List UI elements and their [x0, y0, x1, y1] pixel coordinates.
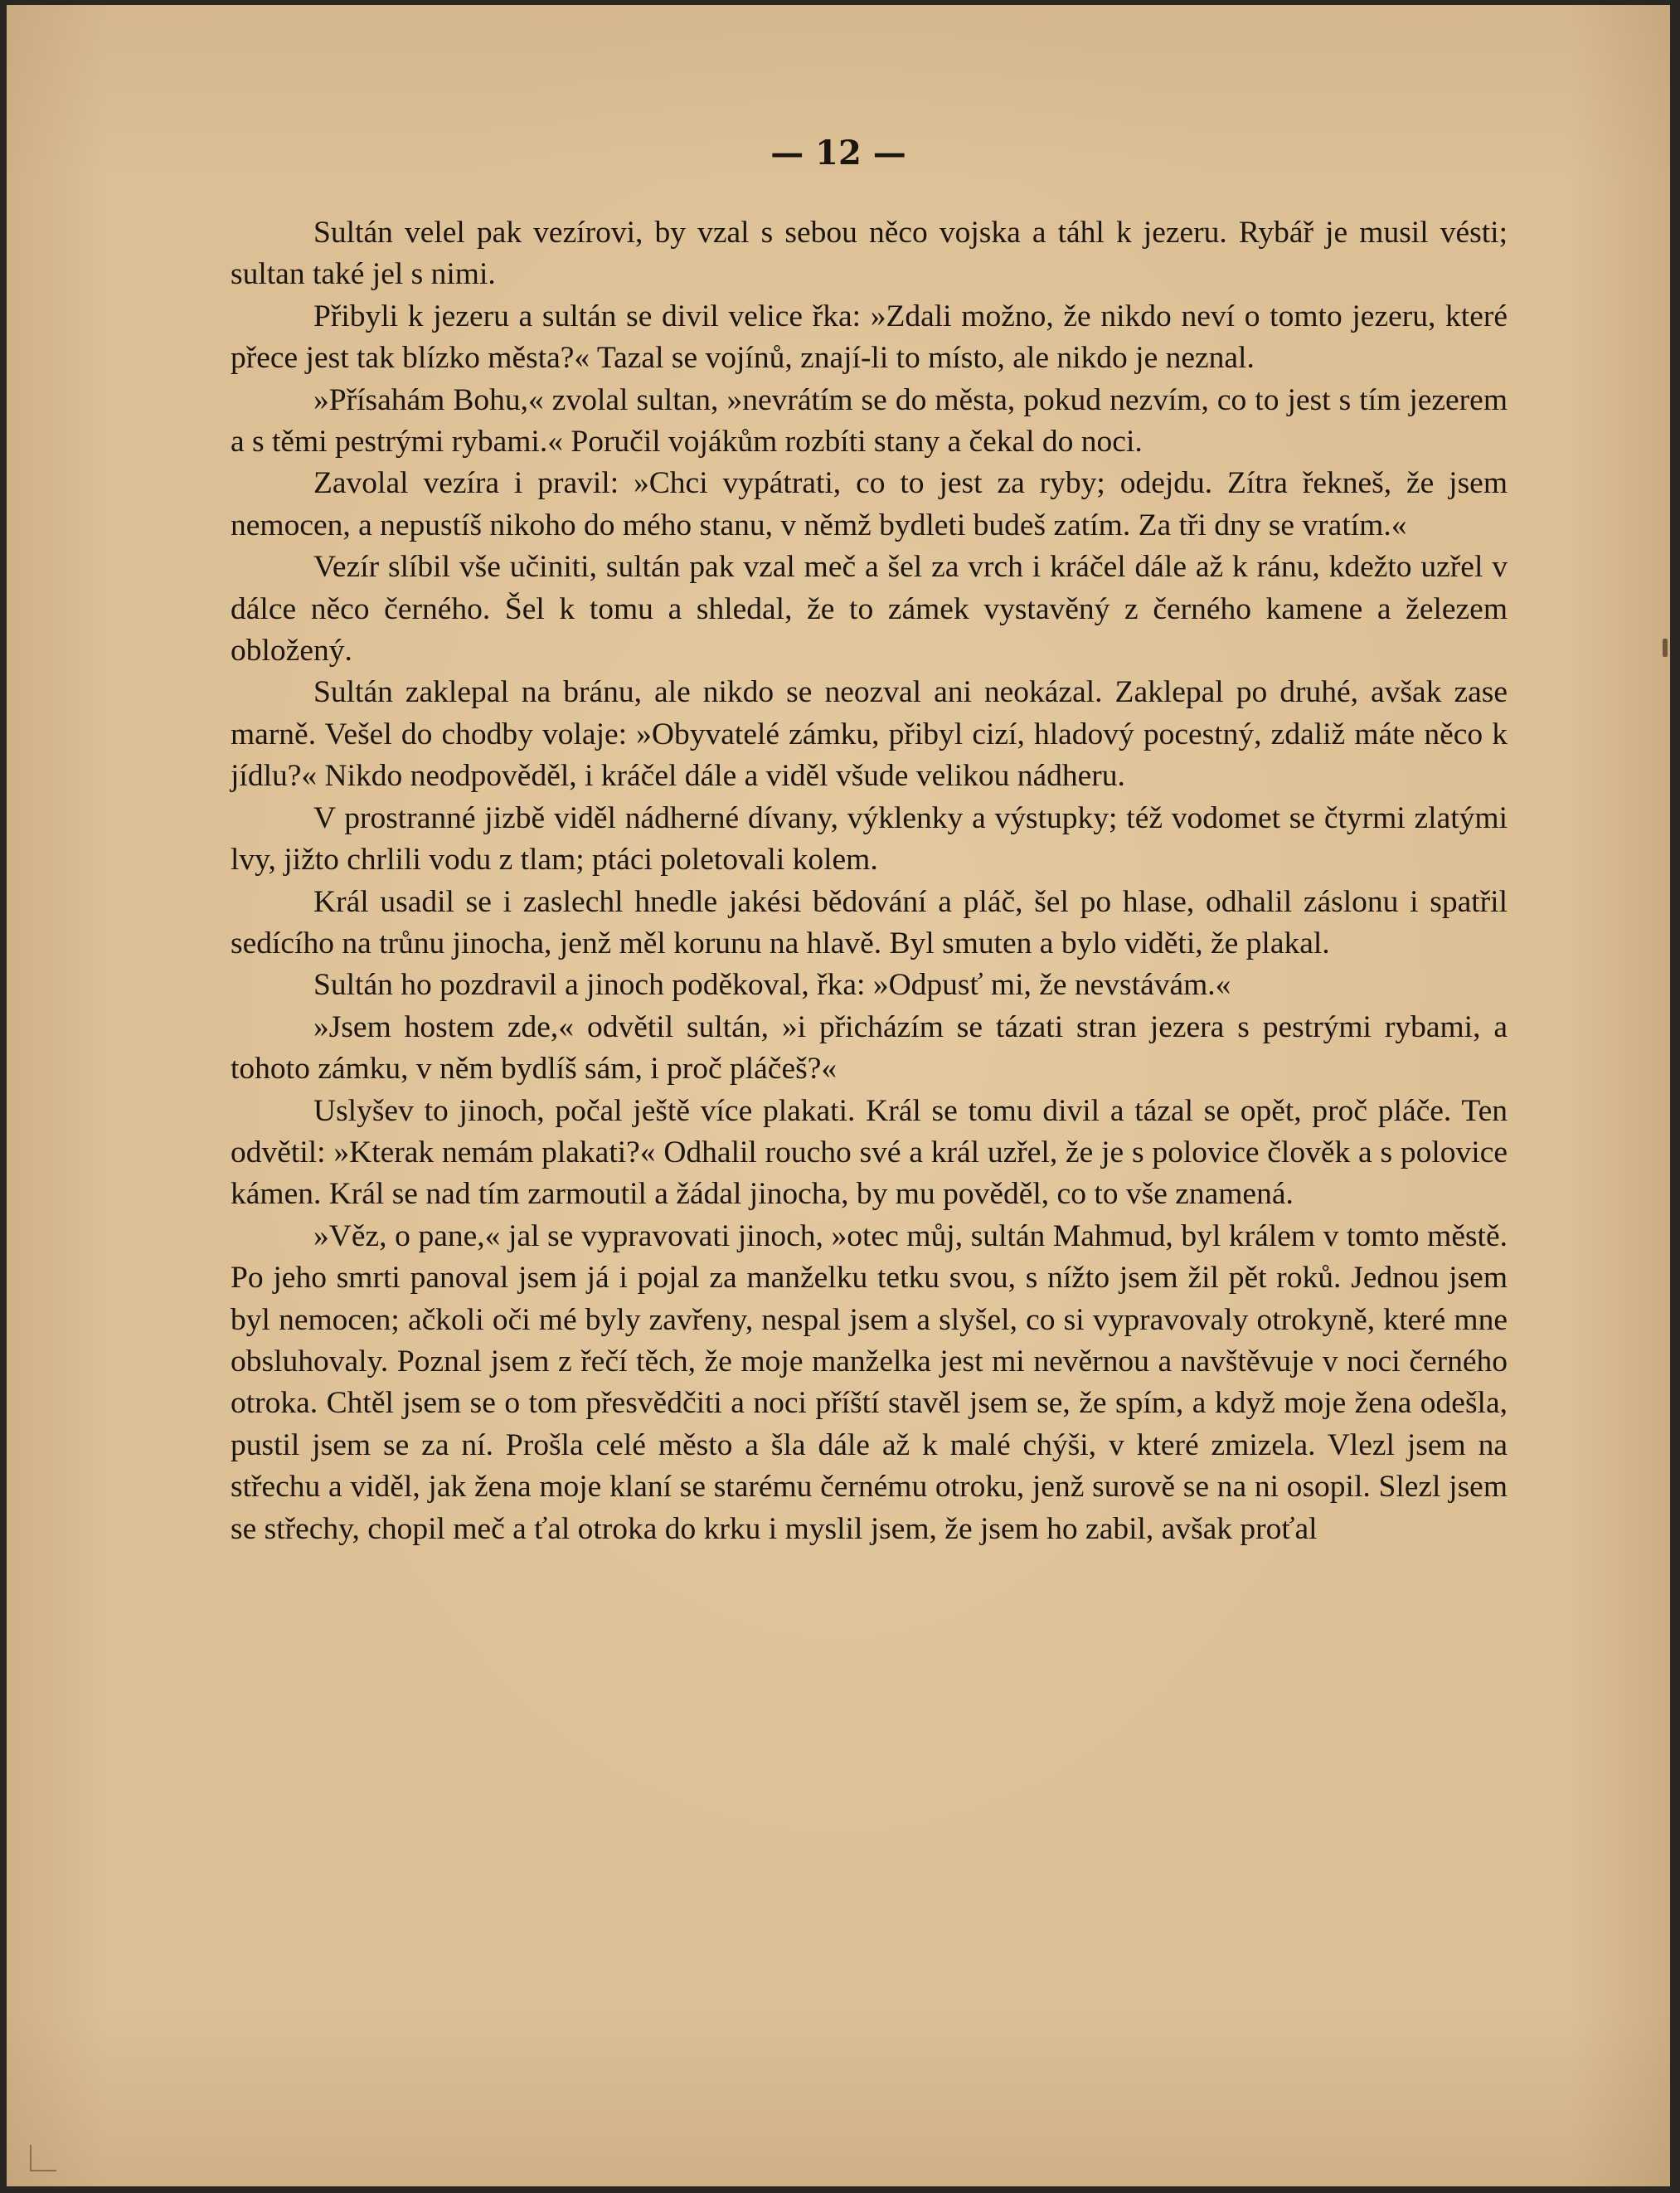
- book-page: [7, 5, 1670, 2186]
- paragraph: Sultán velel pak vezírovi, by vzal s sebou něco vojska a táhl k jezeru. Rybář je musil vésti; sultan také jel s nimi.: [231, 216, 1508, 292]
- body-text: [231, 212, 1508, 1550]
- paragraph: Uslyšev to jinoch, počal ještě více plakati. Král se tomu divil a tázal se opět, proč pláče. Ten odvětil: »Kterak nemám plakati?« Odhalil roucho své a král uzřel, že je s polovice člověk a s polovice kámen. Král se nad tím zarmoutil a žádal jinocha, by mu pověděl, co to vše znamená.: [231, 1093, 1508, 1212]
- paragraph: Král usadil se i zaslechl hnedle jakési bědování a pláč, šel po hlase, odhalil záslonu i spatřil sedícího na trůnu jinocha, jenž měl korunu na hlavě. Byl smuten a bylo viděti, že plakal.: [231, 884, 1508, 960]
- margin-speck: [1663, 639, 1668, 657]
- paragraph: Sultán ho pozdravil a jinoch poděkoval, řka: »Odpusť mi, že nevstávám.«: [313, 968, 1231, 1003]
- paragraph: V prostranné jizbě viděl nádherné dívany, výklenky a výstupky; též vodomet se čtyrmi zlatými lvy, jižto chrlili vodu z tlam; ptáci poletovali kolem.: [231, 800, 1508, 878]
- corner-fold-mark: [30, 2145, 56, 2171]
- paragraph: Vezír slíbil vše učiniti, sultán pak vzal meč a šel za vrch i kráčel dále až k ránu, kdežto uzřel v dálce něco černého. Šel k tomu a shledal, že to zámek vystavěný z černého kamene a železem obložený.: [231, 550, 1508, 669]
- paragraph: Zavolal vezíra i pravil: »Chci vypátrati, co to jest za ryby; odejdu. Zítra řekneš, že jsem nemocen, a nepustíš nikoho do mého stanu, v němž bydleti budeš zatím. Za tři dny se vratím.«: [231, 466, 1508, 542]
- paragraph: »Přísahám Bohu,« zvolal sultan, »nevrátím se do města, pokud nezvím, co to jest s tím jezerem a s těmi pestrými rybami.« Poručil vojákům rozbíti stany a čekal do noci.: [231, 382, 1508, 460]
- paragraph: »Jsem hostem zde,« odvětil sultán, »i přicházím se tázati stran jezera s pestrými rybami, a tohoto zámku, v něm bydlíš sám, i proč pláčeš?«: [231, 1009, 1508, 1087]
- paragraph: Sultán zaklepal na bránu, ale nikdo se neozval ani neokázal. Zaklepal po druhé, avšak zase marně. Vešel do chodby volaje: »Obyvatelé zámku, přibyl cizí, hladový pocestný, zdaliž máte něco k jídlu?« Nikdo neodpověděl, i kráčel dále a viděl všude velikou nádheru.: [231, 675, 1508, 794]
- page-number: — 12 —: [770, 134, 906, 173]
- paragraph: »Věz, o pane,« jal se vypravovati jinoch, »otec můj, sultán Mahmud, byl králem v tomto městě. Po jeho smrti panoval jsem já i pojal za manželku tetku svou, s nížto jsem žil pět roků. Jednou jsem byl nemocen; ačkoli oči mé byly zavřeny, nespal jsem a slyšel, co si vypravovaly otrokyně, které mne obsluhovaly. Poznal jsem z řečí těch, že moje manželka jest mi nevěrnou a navštěvuje v noci černého otroka. Chtěl jsem se o tom přesvědčiti a noci příští stavěl jsem se, že spím, a když moje žena odešla, pustil jsem se za ní. Prošla celé město a šla dále až k malé chýši, v které zmizela. Vlezl jsem na střechu a viděl, jak žena moje klaní se starému černému otroku, jenž surově se na ni osopil. Slezl jsem se střechy, chopil meč a ťal otroka do krku i myslil jsem, že jsem ho zabil, avšak proťal: [231, 1218, 1508, 1546]
- paragraph: Přibyli k jezeru a sultán se divil velice řka: »Zdali možno, že nikdo neví o tomto jezeru, které přece jest tak blízko města?« Tazal se vojínů, znají-li to místo, ale nikdo je neznal.: [231, 299, 1508, 376]
